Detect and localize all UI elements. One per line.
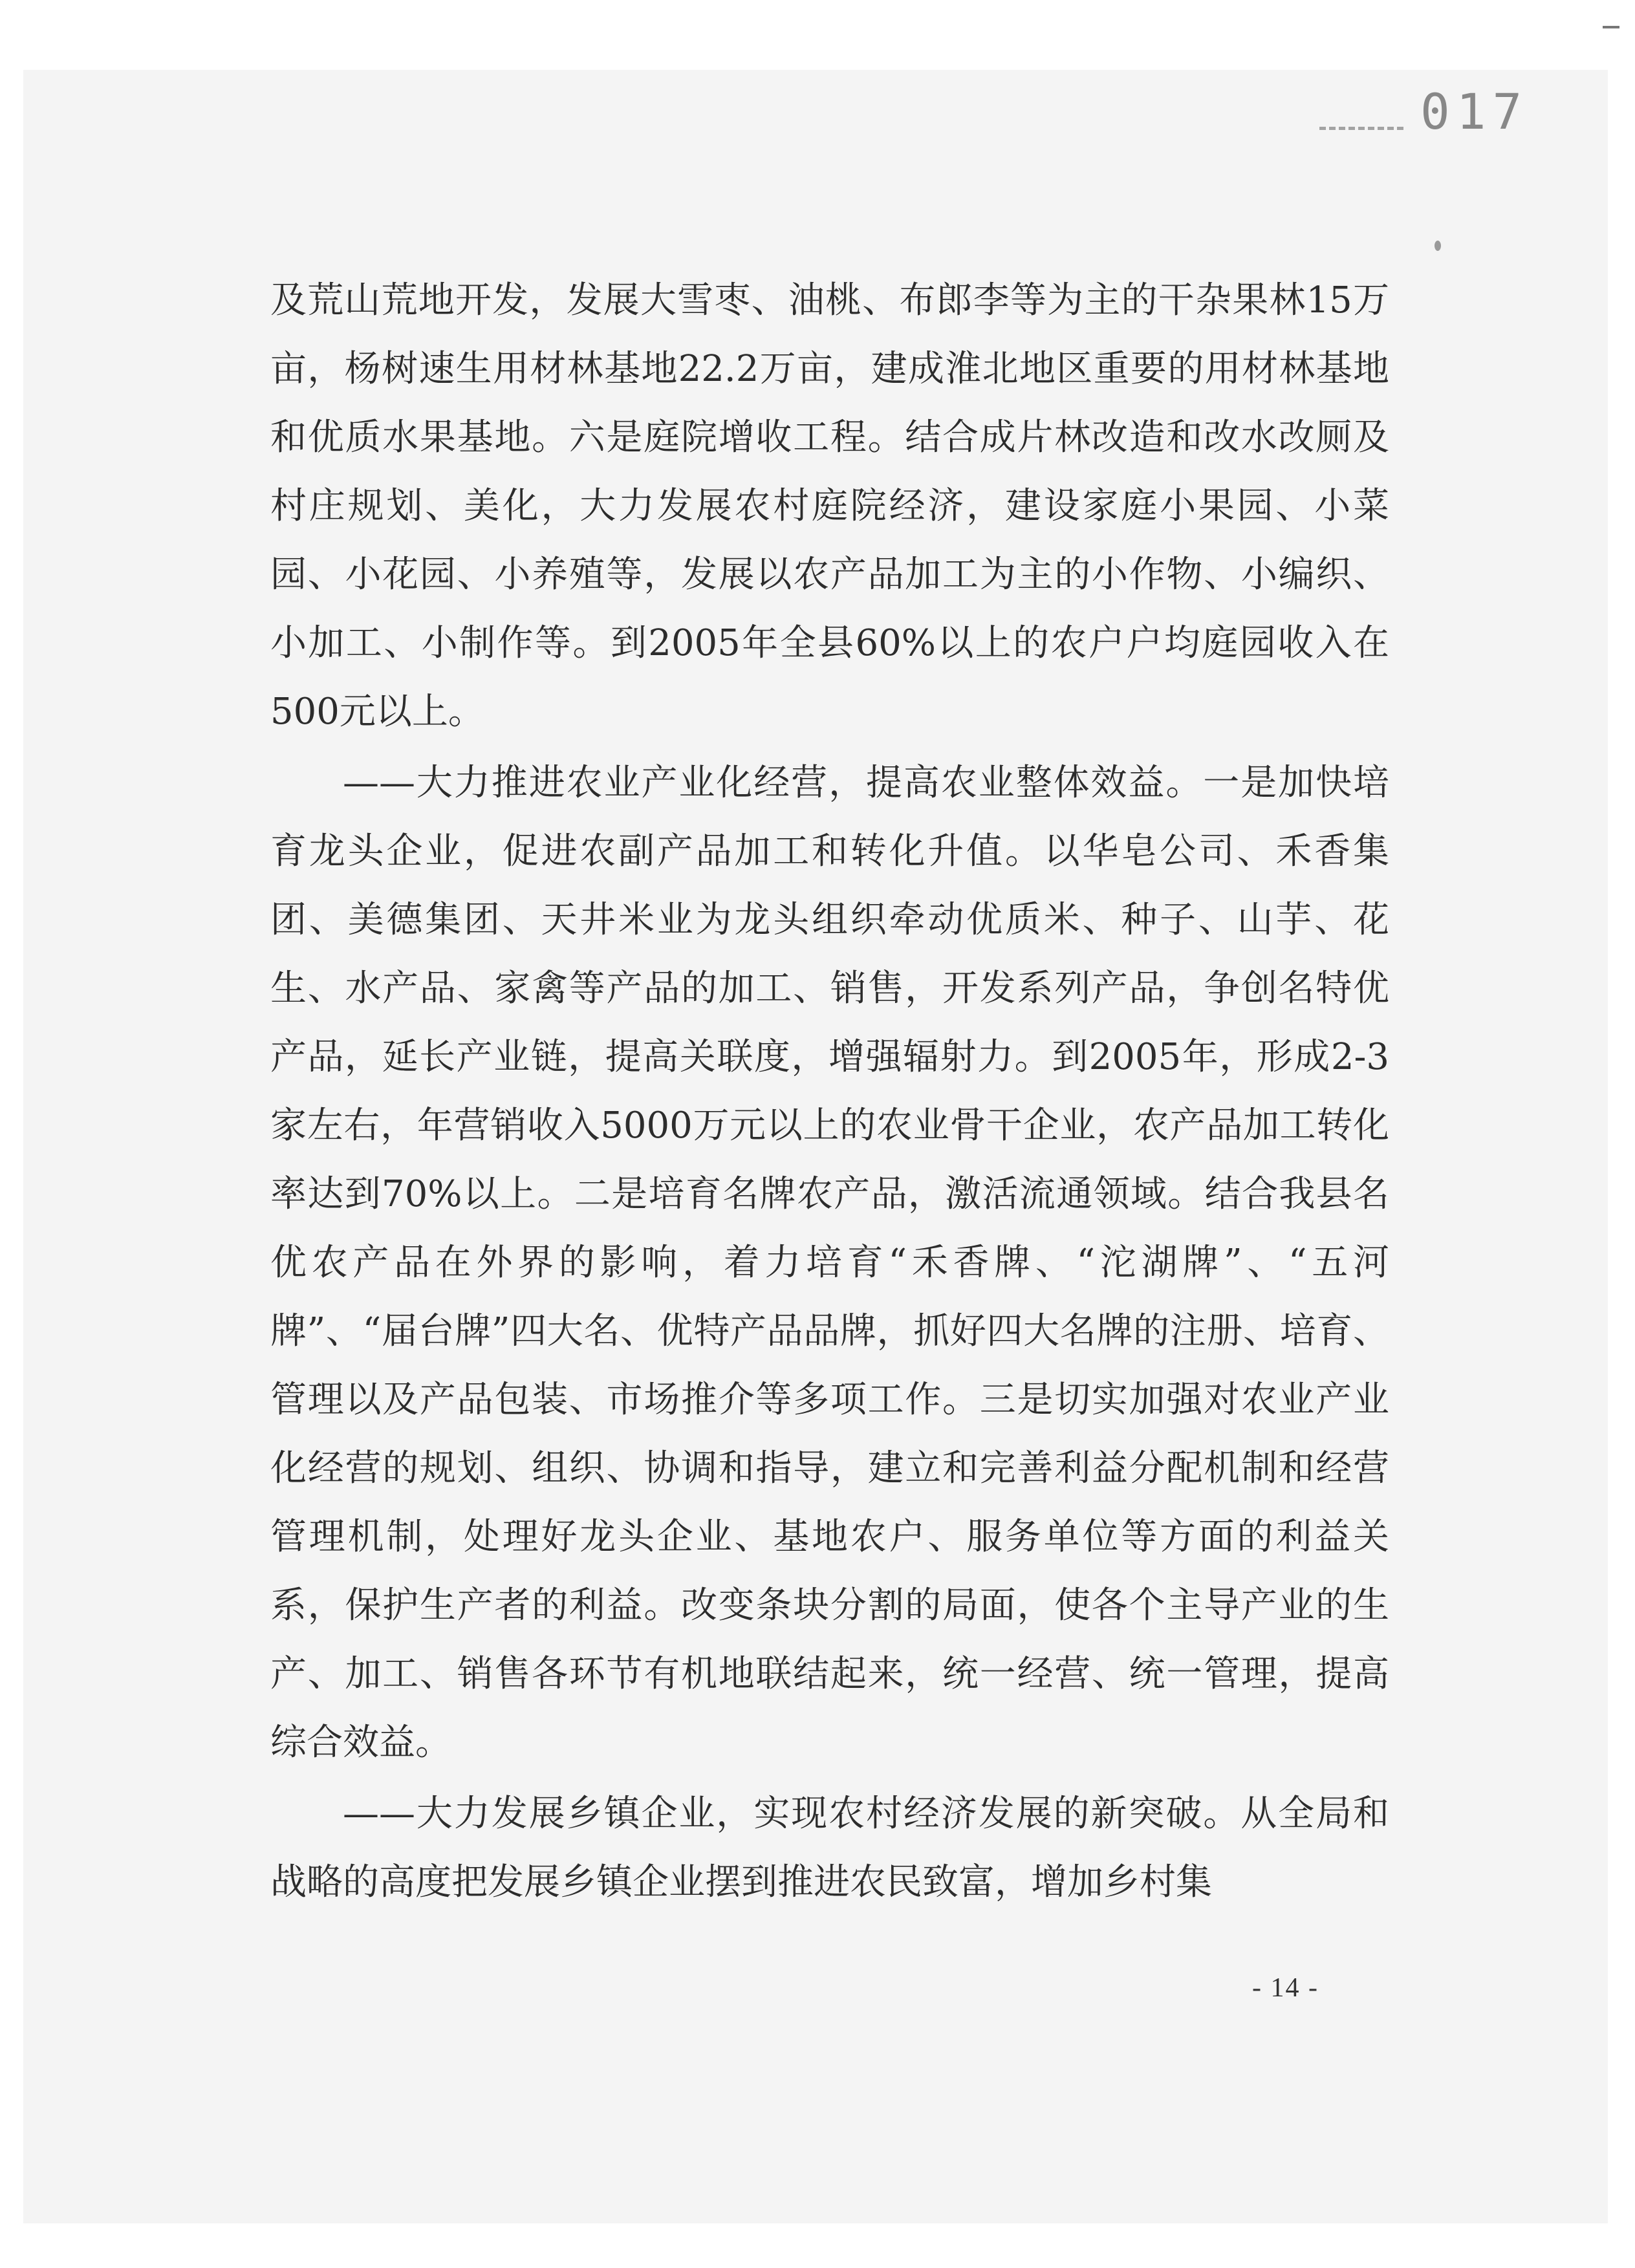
paragraph-continuation: 及荒山荒地开发，发展大雪枣、油桃、布郎李等为主的干杂果林15万亩，杨树速生用材林基地22.2万亩，建成淮北地区重要的用材林基地和优质水果基地。六是庭院增收工程。结合成片林改造和改水改厕及村庄规划、美化，大力发展农村庭院经济，建设家庭小果园、小菜园、小花园、小养殖等，发展以农产品加工为主的小作物、小编织、小加工、小制作等。到2005年全县60%以上的农户户均庭园收入在500元以上。 [270, 279, 1389, 733]
scan-speck [1435, 241, 1441, 251]
paragraph-township-enterprises: ——大力发展乡镇企业，实现农村经济发展的新突破。从全局和战略的高度把发展乡镇企业摆到推进农民致富，增加乡村集 [270, 1793, 1389, 1903]
archive-stamp-number: 017 [1420, 83, 1529, 140]
document-body [270, 266, 1389, 1917]
stamp-dash-mark [1319, 127, 1403, 134]
paragraph-industrialization: ——大力推进农业产业化经营，提高农业整体效益。一是加快培育龙头企业，促进农副产品加工和转化升值。以华皂公司、禾香集团、美德集团、天井米业为龙头组织牵动优质米、种子、山芋、花生、水产品、家禽等产品的加工、销售，开发系列产品，争创名特优产品，延长产业链，提高关联度，增强辐射力。到2005年，形成2-3家左右，年营销收入5000万元以上的农业骨干企业，农产品加工转化率达到70%以上。二是培育名牌农产品，激活流通领域。结合我县名优农产品在外界的影响，着力培育“禾香牌、“沱湖牌”、“五河牌”、“届台牌”四大名、优特产品品牌，抓好四大名牌的注册、培育、管理以及产品包装、市场推介等多项工作。三是切实加强对农业产业化经营的规划、组织、协调和指导，建立和完善利益分配机制和经营管理机制，处理好龙头企业、基地农户、服务单位等方面的利益关系，保护生产者的利益。改变条块分割的局面，使各个主导产业的生产、加工、销售各环节有机地联结起来，统一经营、统一管理，提高综合效益。 [270, 762, 1389, 1764]
scan-corner-mark [1603, 0, 1619, 28]
page-number: - 14 - [1252, 1973, 1319, 2003]
